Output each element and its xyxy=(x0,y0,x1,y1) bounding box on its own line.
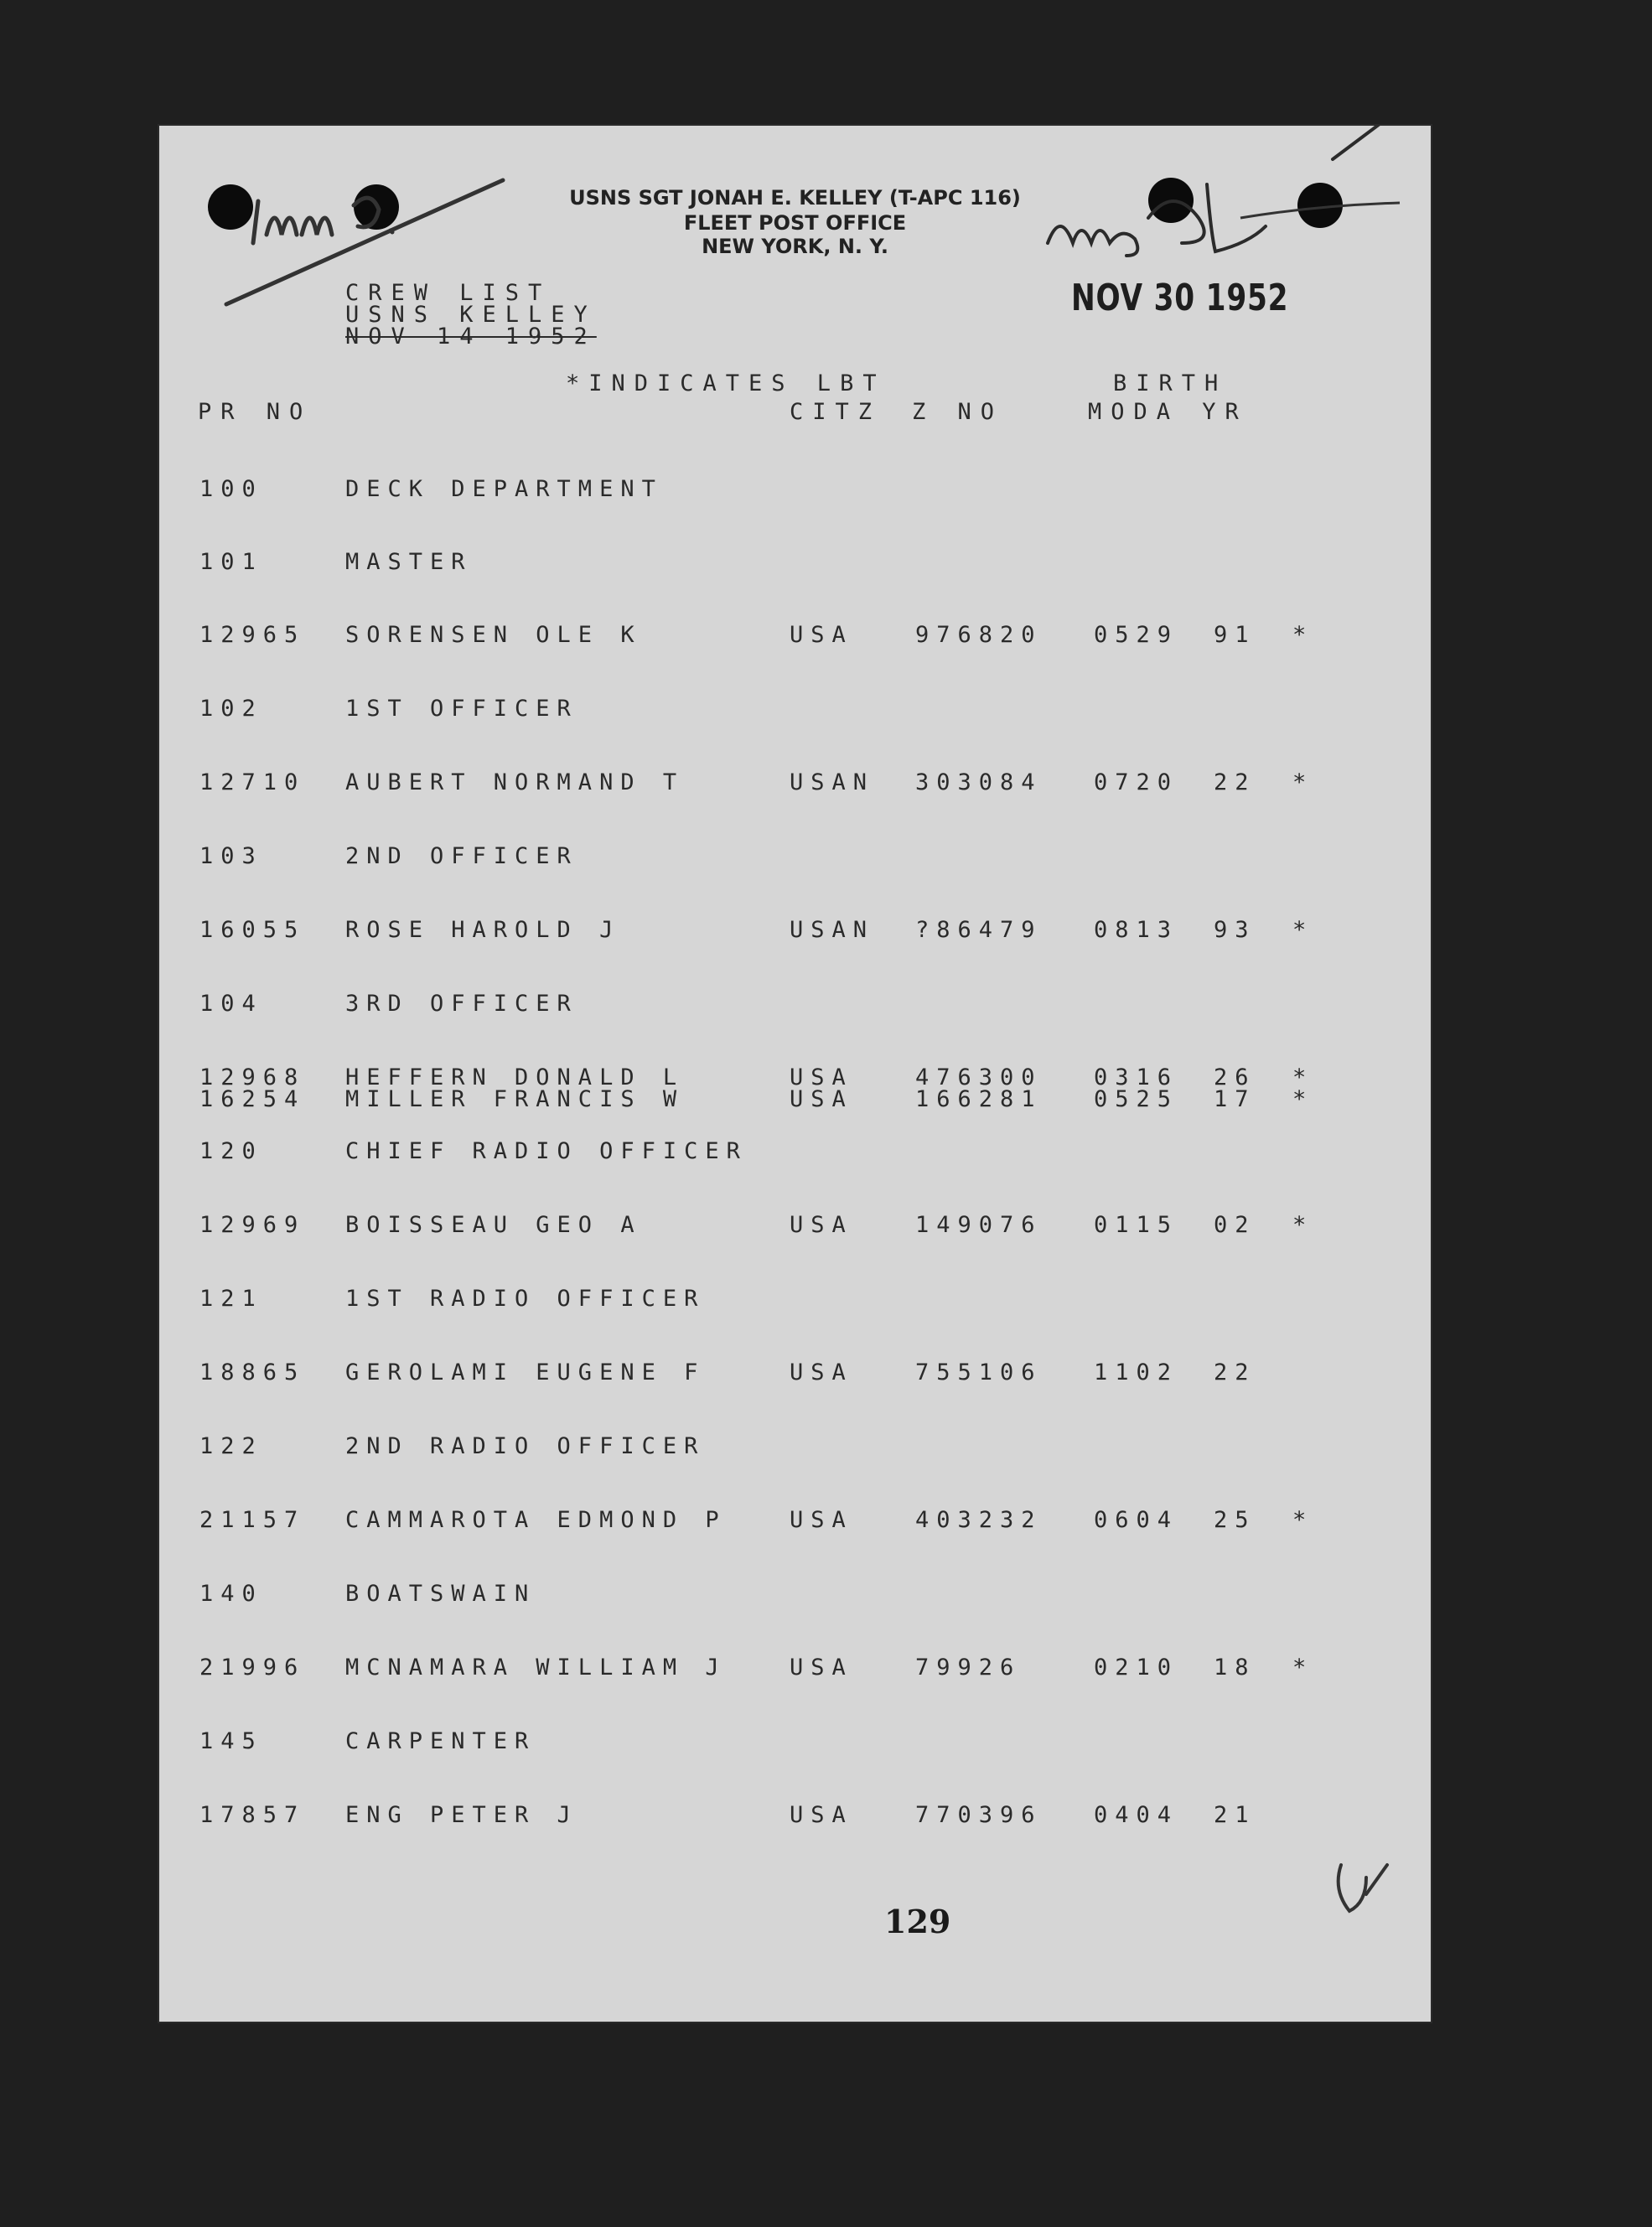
z-number: ?86479 xyxy=(915,917,1043,943)
pr-no: 140 xyxy=(199,1581,263,1607)
crew-name: CAMMAROTA EDMOND P xyxy=(345,1507,727,1533)
crew-row xyxy=(159,1507,1431,1536)
pr-no: 121 xyxy=(199,1286,263,1312)
birth-yr: 22 xyxy=(1214,769,1256,795)
birth-moda: 0529 xyxy=(1094,622,1179,648)
header-birth: BIRTH xyxy=(1113,370,1228,396)
pr-no: 21157 xyxy=(199,1507,306,1533)
crew-name: MILLER FRANCIS W xyxy=(345,1086,685,1112)
lbt-star: * xyxy=(1292,1655,1314,1681)
crew-name: AUBERT NORMAND T xyxy=(345,769,685,795)
citizenship: USA xyxy=(790,622,853,648)
title-date-struck: NOV 14 1952 xyxy=(345,324,597,350)
crew-name: CHIEF RADIO OFFICER xyxy=(345,1138,748,1164)
z-number: 79926 xyxy=(915,1655,1022,1681)
z-number: 149076 xyxy=(915,1212,1043,1238)
birth-yr: 02 xyxy=(1214,1212,1256,1238)
header-moda-yr: MODA YR xyxy=(1088,399,1248,425)
page-number: 129 xyxy=(884,1903,951,1940)
pr-no: 12965 xyxy=(199,622,306,648)
position-row xyxy=(159,549,1431,577)
citizenship: USA xyxy=(790,1655,853,1681)
citizenship: USA xyxy=(790,1064,853,1090)
birth-moda: 0210 xyxy=(1094,1655,1179,1681)
crew-row xyxy=(159,1212,1431,1240)
lbt-star: * xyxy=(1292,1507,1314,1533)
crew-name: GEROLAMI EUGENE F xyxy=(345,1360,706,1385)
pr-no: 12710 xyxy=(199,769,306,795)
crew-row xyxy=(159,1360,1431,1388)
crew-row xyxy=(159,1086,1431,1115)
pr-no: 12968 xyxy=(199,1064,306,1090)
position-row xyxy=(159,1138,1431,1167)
z-number: 476300 xyxy=(915,1064,1043,1090)
pr-no: 145 xyxy=(199,1728,263,1754)
crew-name: BOISSEAU GEO A xyxy=(345,1212,642,1238)
lbt-star: * xyxy=(1292,622,1314,648)
crew-name: 2ND OFFICER xyxy=(345,843,578,869)
crew-row xyxy=(159,622,1431,650)
crew-name: ROSE HAROLD J xyxy=(345,917,621,943)
position-row xyxy=(159,1433,1431,1462)
city: NEW YORK, N. Y. xyxy=(702,235,888,258)
birth-yr: 21 xyxy=(1214,1802,1256,1828)
position-row xyxy=(159,696,1431,724)
position-row xyxy=(159,1581,1431,1609)
birth-moda: 0404 xyxy=(1094,1802,1179,1828)
lbt-star: * xyxy=(1292,1212,1314,1238)
pr-no: 16055 xyxy=(199,917,306,943)
birth-yr: 17 xyxy=(1214,1086,1256,1112)
pr-no: 104 xyxy=(199,991,263,1017)
birth-moda: 0720 xyxy=(1094,769,1179,795)
pr-no: 18865 xyxy=(199,1360,306,1385)
lbt-note: *INDICATES LBT xyxy=(566,370,886,396)
crew-name: CARPENTER xyxy=(345,1728,536,1754)
crew-name: HEFFERN DONALD L xyxy=(345,1064,685,1090)
birth-yr: 91 xyxy=(1214,622,1256,648)
header-z-no: Z NO xyxy=(912,399,1004,425)
crew-name: SORENSEN OLE K xyxy=(345,622,642,648)
birth-yr: 25 xyxy=(1214,1507,1256,1533)
birth-yr: 93 xyxy=(1214,917,1256,943)
z-number: 755106 xyxy=(915,1360,1043,1385)
pr-no: 102 xyxy=(199,696,263,722)
z-number: 770396 xyxy=(915,1802,1043,1828)
lbt-star: * xyxy=(1292,1064,1314,1090)
z-number: 976820 xyxy=(915,622,1043,648)
birth-moda: 0604 xyxy=(1094,1507,1179,1533)
lbt-star: * xyxy=(1292,917,1314,943)
citizenship: USAN xyxy=(790,917,875,943)
position-row xyxy=(159,476,1431,505)
birth-yr: 18 xyxy=(1214,1655,1256,1681)
crew-name: 3RD OFFICER xyxy=(345,991,578,1017)
pr-no: 21996 xyxy=(199,1655,306,1681)
document-page xyxy=(159,126,1431,2022)
title-crew-list: CREW LIST xyxy=(345,280,552,306)
ship-name: USNS SGT JONAH E. KELLEY (T-APC 116) xyxy=(569,186,1021,210)
z-number: 166281 xyxy=(915,1086,1043,1112)
citizenship: USAN xyxy=(790,769,875,795)
citizenship: USA xyxy=(790,1507,853,1533)
z-number: 303084 xyxy=(915,769,1043,795)
crew-name: MCNAMARA WILLIAM J xyxy=(345,1655,727,1681)
position-row xyxy=(159,843,1431,872)
crew-row xyxy=(159,769,1431,798)
citizenship: USA xyxy=(790,1086,853,1112)
z-number: 403232 xyxy=(915,1507,1043,1533)
crew-name: 2ND RADIO OFFICER xyxy=(345,1433,706,1459)
birth-yr: 22 xyxy=(1214,1360,1256,1385)
received-date-stamp: NOV 30 1952 xyxy=(1071,277,1289,319)
pr-no: 103 xyxy=(199,843,263,869)
crew-name: 1ST RADIO OFFICER xyxy=(345,1286,706,1312)
fleet-post-office: FLEET POST OFFICE xyxy=(683,211,907,235)
pr-no: 12969 xyxy=(199,1212,306,1238)
pr-no: 16254 xyxy=(199,1086,306,1112)
pr-no: 122 xyxy=(199,1433,263,1459)
pr-no: 100 xyxy=(199,476,263,502)
crew-row xyxy=(159,1655,1431,1683)
title-ship: USNS KELLEY xyxy=(345,302,597,328)
crew-name: MASTER xyxy=(345,549,473,575)
crew-name: ENG PETER J xyxy=(345,1802,578,1828)
lbt-star: * xyxy=(1292,769,1314,795)
pr-no: 101 xyxy=(199,549,263,575)
header-pr-no: PR NO xyxy=(198,399,313,425)
crew-row xyxy=(159,917,1431,945)
birth-yr: 26 xyxy=(1214,1064,1256,1090)
position-row xyxy=(159,1286,1431,1314)
pr-no: 120 xyxy=(199,1138,263,1164)
crew-name: 1ST OFFICER xyxy=(345,696,578,722)
citizenship: USA xyxy=(790,1802,853,1828)
birth-moda: 1102 xyxy=(1094,1360,1179,1385)
position-row xyxy=(159,1728,1431,1757)
birth-moda: 0813 xyxy=(1094,917,1179,943)
birth-moda: 0525 xyxy=(1094,1086,1179,1112)
citizenship: USA xyxy=(790,1360,853,1385)
position-row xyxy=(159,991,1431,1019)
pr-no: 17857 xyxy=(199,1802,306,1828)
birth-moda: 0316 xyxy=(1094,1064,1179,1090)
crew-name: DECK DEPARTMENT xyxy=(345,476,663,502)
lbt-star: * xyxy=(1292,1086,1314,1112)
citizenship: USA xyxy=(790,1212,853,1238)
crew-row xyxy=(159,1802,1431,1831)
crew-name: BOATSWAIN xyxy=(345,1581,536,1607)
birth-moda: 0115 xyxy=(1094,1212,1179,1238)
header-citz: CITZ xyxy=(790,399,882,425)
